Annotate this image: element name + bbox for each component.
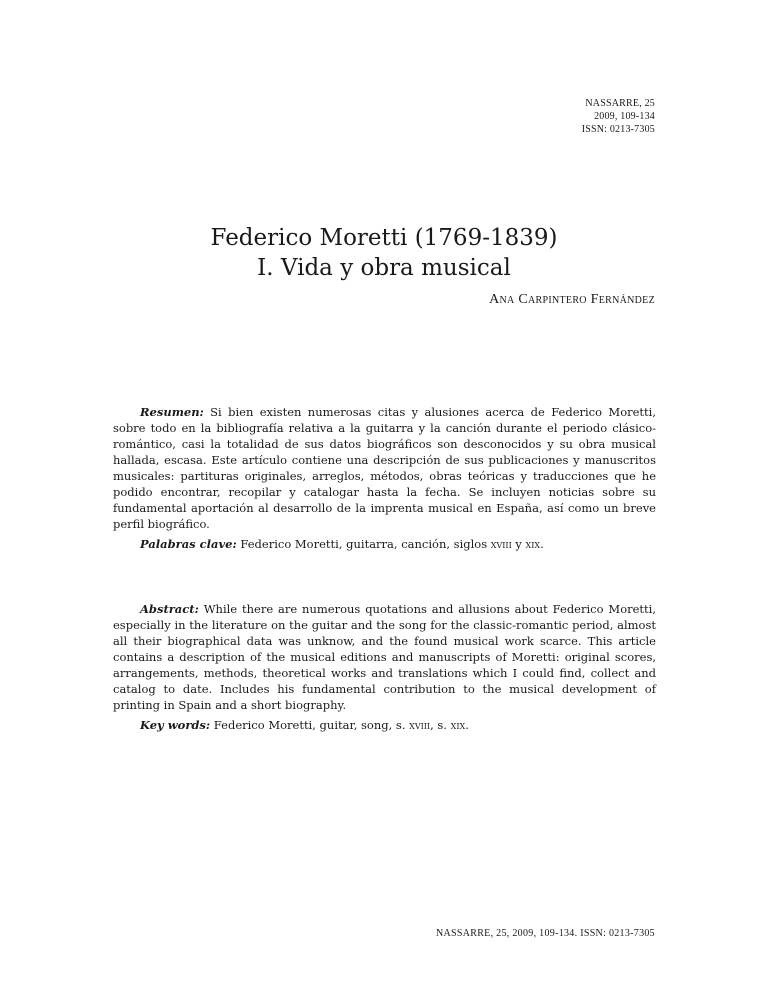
abstract-paragraph xyxy=(113,601,656,713)
title-line-2: I. Vida y obra musical xyxy=(257,255,511,281)
abstract-section xyxy=(113,601,656,733)
palabras-clave xyxy=(113,536,656,552)
journal-issn: ISSN: 0213-7305 xyxy=(581,124,655,135)
journal-year-pages: 2009, 109-134 xyxy=(594,111,655,122)
abstract-label: Abstract: xyxy=(140,602,199,616)
key-words-text: Federico Moretti, guitar, song, s. xyxy=(210,718,410,732)
palabras-clave-text: Federico Moretti, guitarra, canción, siglos xyxy=(236,537,491,551)
century-19: xix xyxy=(525,537,541,551)
palabras-clave-end: . xyxy=(540,537,544,551)
key-words-sep: , s. xyxy=(430,718,451,732)
journal-header xyxy=(582,97,655,136)
palabras-clave-sep: y xyxy=(511,537,526,551)
key-words-label: Key words: xyxy=(140,718,211,732)
key-words-end: . xyxy=(465,718,469,732)
century-19-en: xix xyxy=(450,718,466,732)
key-words xyxy=(113,717,656,733)
author-name: Ana Carpintero Fernández xyxy=(489,292,655,307)
resumen-paragraph xyxy=(113,404,656,532)
resumen-label: Resumen: xyxy=(140,405,204,419)
page-footer: NASSARRE, 25, 2009, 109-134. ISSN: 0213-7305 xyxy=(435,928,655,939)
abstract-text: While there are numerous quotations and allusions about Federico Moretti, especially in the literature on the guitar and the song for the classic-romantic period, almost all their biographical data was unknow, and the found musical work scarce. This article contains a description of the musical editions and manuscripts of Moretti: original scores, arrangements, methods, theoretical works and translations which I could find, collect and catalog to date. Includes his fundamental contribution to the musical development of printing in Spain and a short biography. xyxy=(113,602,656,712)
journal-volume: NASSARRE, 25 xyxy=(585,98,655,109)
century-18: xviii xyxy=(490,537,512,551)
resumen-text: Si bien existen numerosas citas y alusiones acerca de Federico Moretti, sobre todo en la bibliografía relativa a la guitarra y la canción durante el periodo clásico-romántico, casi la totalidad de sus datos biográficos son desconocidos y su obra musical hallada, escasa. Este artículo contiene una descripción de sus publicaciones y manuscritos musicales: partituras originales, arreglos, métodos, obras teóricas y traducciones que he podido encontrar, recopilar y catalogar hasta la fecha. Se incluyen noticias sobre su fundamental aportación al desarrollo de la imprenta musical en España, así como un breve perfil biográfico. xyxy=(113,405,656,531)
century-18-en: xviii xyxy=(409,718,431,732)
resumen-section xyxy=(113,404,656,552)
palabras-clave-label: Palabras clave: xyxy=(140,537,237,551)
article-title xyxy=(0,223,768,283)
title-line-1: Federico Moretti (1769-1839) xyxy=(210,225,558,251)
